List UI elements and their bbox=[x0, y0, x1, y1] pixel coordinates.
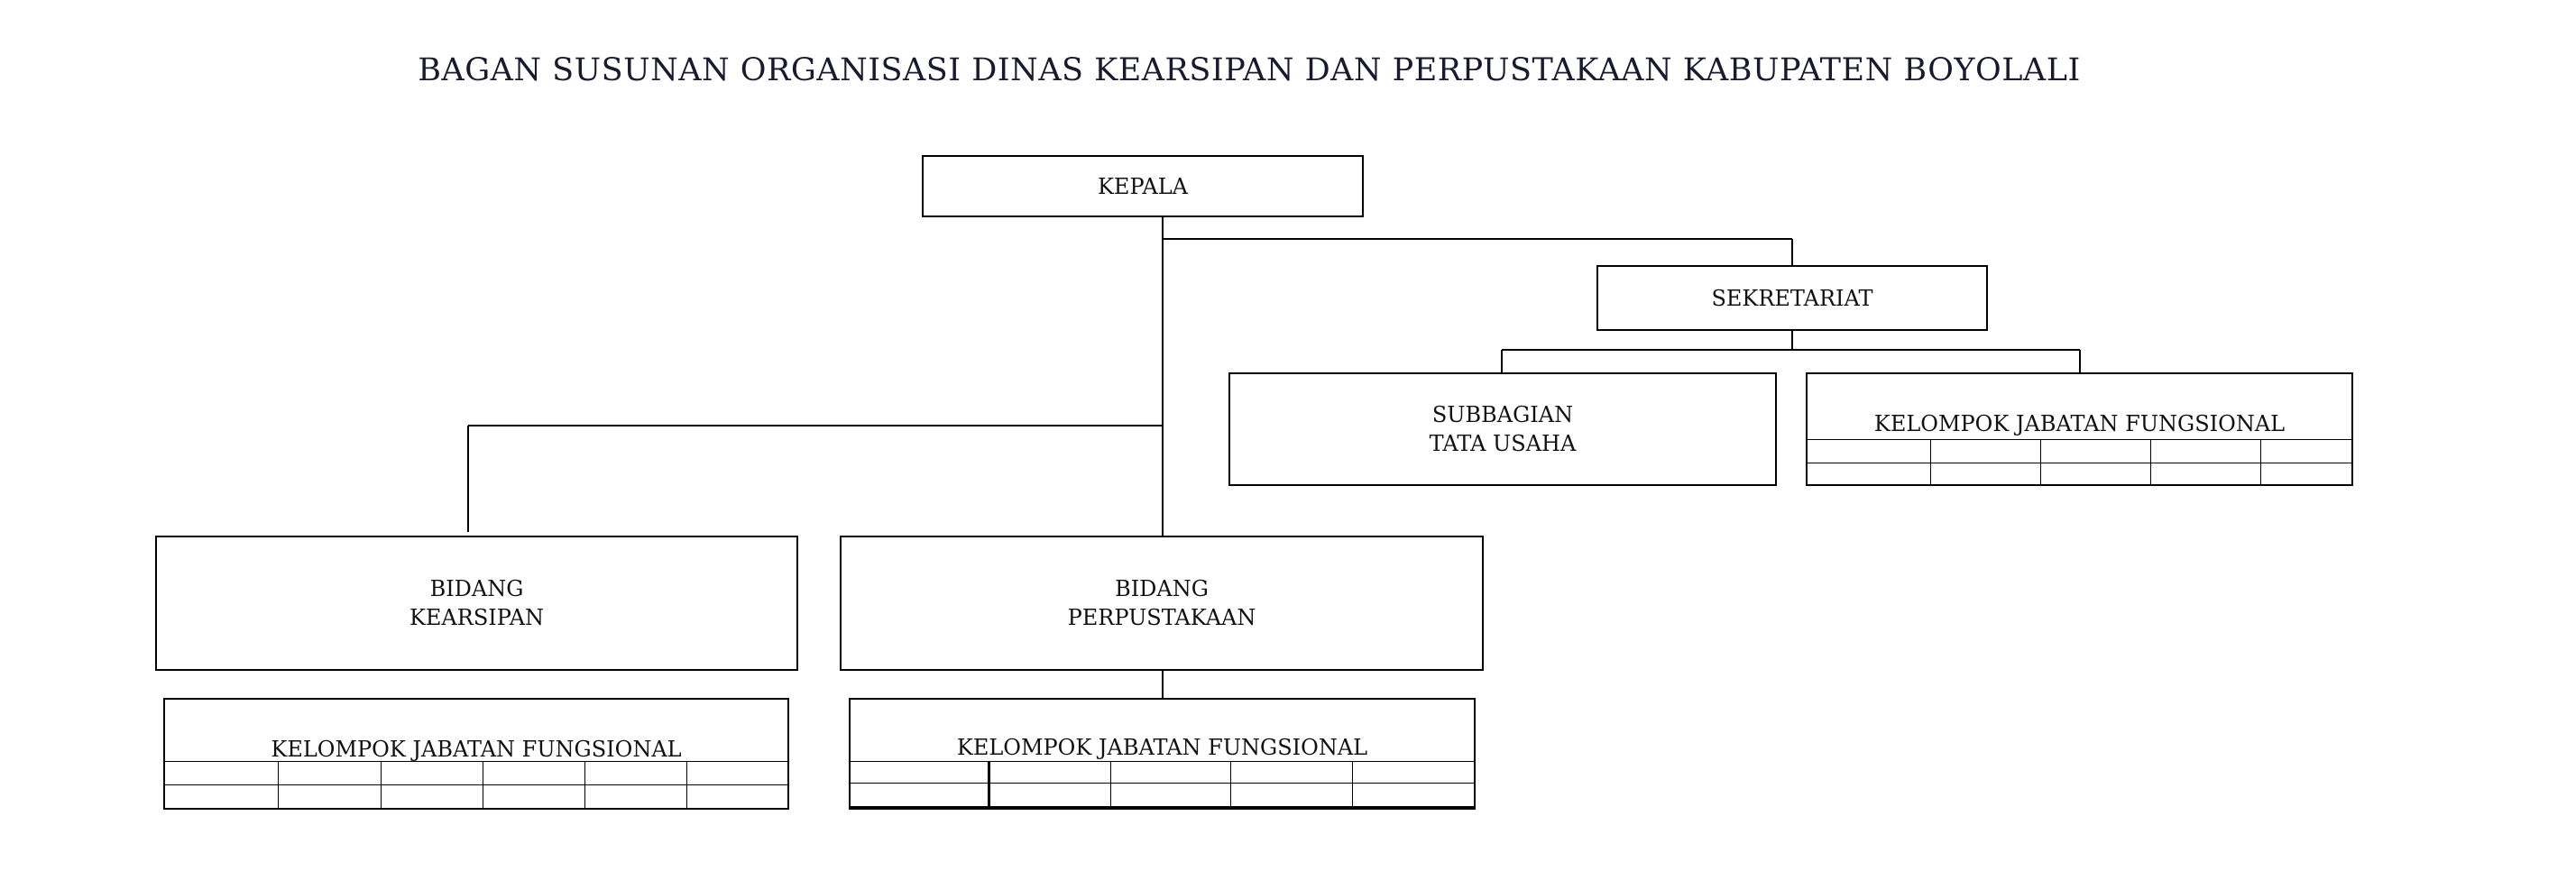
kjf-perpustakaan-box bbox=[849, 698, 1476, 810]
kjf-sekretariat-grid-col bbox=[1930, 439, 1931, 486]
kjf-sekretariat-grid-row bbox=[1808, 439, 2351, 440]
kjf-sekretariat-label: KELOMPOK JABATAN FUNGSIONAL bbox=[1873, 411, 2286, 436]
subbagian-label-line1: SUBBAGIAN bbox=[1431, 402, 1574, 427]
kjf-sekretariat-box bbox=[1806, 372, 2353, 486]
kjf-perpustakaan-grid-col bbox=[988, 761, 990, 808]
bidang-perpustakaan-label-line2: PERPUSTAKAAN bbox=[1067, 605, 1256, 630]
kjf-kearsipan-grid-row bbox=[165, 761, 787, 762]
kjf-perpustakaan-grid-col bbox=[1110, 761, 1111, 808]
kjf-kearsipan-grid-col bbox=[278, 761, 279, 810]
kjf-sekretariat-grid-col bbox=[2040, 439, 2041, 486]
kjf-kearsipan-grid-row bbox=[165, 784, 787, 785]
kjf-kearsipan-grid-col bbox=[686, 761, 687, 810]
kjf-sekretariat-grid-col bbox=[2260, 439, 2261, 486]
bidang-kearsipan-box bbox=[155, 536, 798, 671]
bidang-kearsipan-label-line1: BIDANG bbox=[429, 576, 524, 601]
kjf-perpustakaan-label: KELOMPOK JABATAN FUNGSIONAL bbox=[956, 735, 1368, 760]
bidang-perpustakaan-label-line1: BIDANG bbox=[1115, 576, 1209, 601]
kjf-kearsipan-label: KELOMPOK JABATAN FUNGSIONAL bbox=[271, 737, 682, 762]
sekretariat-box bbox=[1596, 265, 1988, 331]
subbagian-label-line2: TATA USAHA bbox=[1429, 431, 1577, 456]
subbagian-tata-usaha-box bbox=[1228, 372, 1777, 486]
kjf-kearsipan-grid-col bbox=[584, 761, 585, 810]
kjf-perpustakaan-grid-col bbox=[1230, 761, 1231, 808]
kjf-perpustakaan-grid-row bbox=[851, 761, 1474, 762]
chart-title: BAGAN SUSUNAN ORGANISASI DINAS KEARSIPAN DAN PERPUSTAKAAN KABUPATEN BOYOLALI bbox=[418, 52, 2081, 88]
kjf-kearsipan-box bbox=[163, 698, 789, 810]
sekretariat-label: SEKRETARIAT bbox=[1711, 285, 1873, 311]
kjf-perpustakaan-grid-row bbox=[851, 783, 1474, 784]
kepala-box bbox=[922, 155, 1364, 217]
kjf-perpustakaan-grid-col bbox=[1352, 761, 1353, 808]
bidang-kearsipan-label-line2: KEARSIPAN bbox=[409, 605, 545, 630]
kjf-kearsipan-grid-col bbox=[381, 761, 382, 810]
kepala-label: KEPALA bbox=[1098, 173, 1188, 199]
bidang-perpustakaan-box bbox=[840, 536, 1484, 671]
kjf-sekretariat-grid-col bbox=[2150, 439, 2151, 486]
